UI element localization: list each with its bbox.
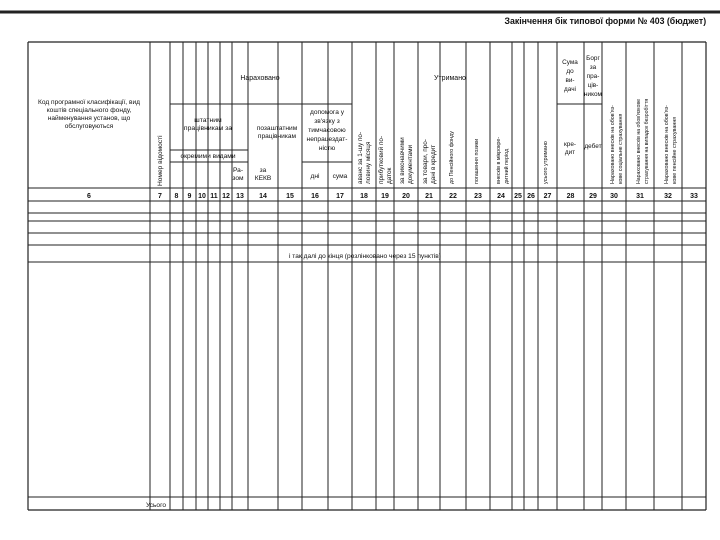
temp-disability-header: допомога у зв'язку з тимчасовою непрацездат-ністю bbox=[306, 109, 348, 152]
column-number: 13 bbox=[236, 193, 244, 200]
debt-header: Борг за пра-ців-ником bbox=[584, 55, 602, 98]
exec-docs-header: за виконавчимидокументами bbox=[399, 137, 414, 184]
column-number: 27 bbox=[543, 193, 552, 200]
column-number: 8 bbox=[174, 193, 179, 200]
column-number: 10 bbox=[198, 193, 206, 200]
accrued-header: Нараховано bbox=[240, 75, 280, 82]
column-number: 14 bbox=[259, 193, 267, 200]
column-number: 33 bbox=[690, 193, 698, 200]
amount-to-pay-header: Сума до ви-дачі bbox=[562, 59, 578, 93]
column-number: 7 bbox=[158, 193, 162, 200]
income-tax-header: прибутковий по-даток bbox=[378, 135, 393, 184]
days-header: дні bbox=[310, 173, 320, 180]
column-number: 32 bbox=[664, 193, 672, 200]
column-number: 28 bbox=[566, 193, 575, 200]
column-number: 26 bbox=[527, 193, 535, 200]
total-withheld-header: усього утримано bbox=[543, 141, 549, 184]
column-number: 29 bbox=[589, 193, 597, 200]
column-number: 25 bbox=[514, 193, 522, 200]
form-title: Закінчення бік типової форми № 403 (бюджет) bbox=[504, 16, 706, 27]
amount-header: сума bbox=[332, 173, 348, 180]
separate-types-header: окремими видами bbox=[180, 153, 236, 160]
microcredit-header: внесків в мікрокре- дитний період bbox=[496, 136, 510, 184]
column-number: 24 bbox=[497, 193, 505, 200]
column-number: 6 bbox=[87, 193, 91, 200]
other-header: Ра-зом bbox=[232, 167, 244, 182]
loan-repayment-header: погашення позики bbox=[474, 138, 480, 184]
column-number: 16 bbox=[311, 193, 319, 200]
total-row-label: Усього bbox=[145, 502, 167, 509]
continuation-note: і так далі до кінця (розлінковано через 15 пунктів) bbox=[289, 253, 441, 260]
column-number: 30 bbox=[610, 193, 618, 200]
statement-number-header: Номер відомості bbox=[157, 135, 164, 186]
nonstaff-header: позаштатним працівникам bbox=[256, 125, 298, 140]
staff-workers-header: штатним працівникам за bbox=[183, 117, 233, 132]
pension-contrib-header: до Пенсійного фонду bbox=[449, 131, 455, 184]
column-number: 21 bbox=[425, 193, 433, 200]
unemployment-ins-header: Нараховано внесків на обов'язкове страхування на випадок безробіття bbox=[636, 98, 650, 184]
withheld-header: Утримано bbox=[434, 75, 466, 82]
column-number: 18 bbox=[360, 193, 368, 200]
column-number: 9 bbox=[187, 193, 192, 200]
column-number: 15 bbox=[286, 193, 294, 200]
column-number: 17 bbox=[336, 193, 344, 200]
column-number: 31 bbox=[636, 193, 644, 200]
column-number: 22 bbox=[449, 193, 457, 200]
social-ins-header: Нараховано внесків на обов'яз- кове соціальне страхування bbox=[610, 105, 624, 184]
kekv-header: за КЕКВ bbox=[254, 167, 272, 182]
accident-ins-header: Нараховано внесків на обов'яз- кове пенсійне страхування bbox=[664, 105, 678, 184]
column-number: 19 bbox=[381, 193, 389, 200]
debit-header: дебет bbox=[584, 143, 602, 150]
column-number: 12 bbox=[222, 193, 230, 200]
column-number: 23 bbox=[474, 193, 482, 200]
column-number: 20 bbox=[402, 193, 410, 200]
code-column-header: Код програмної класифікації, вид коштів спеціального фонду, найменування установ, що обслуговуються bbox=[37, 99, 141, 130]
credit-header: кре-дит bbox=[563, 141, 577, 156]
goods-credit-header: за товари, про-дані в кредит bbox=[422, 139, 437, 184]
column-number: 11 bbox=[210, 193, 218, 200]
advance-header: аванс за 1-шу по-ловину місяця bbox=[357, 131, 372, 184]
